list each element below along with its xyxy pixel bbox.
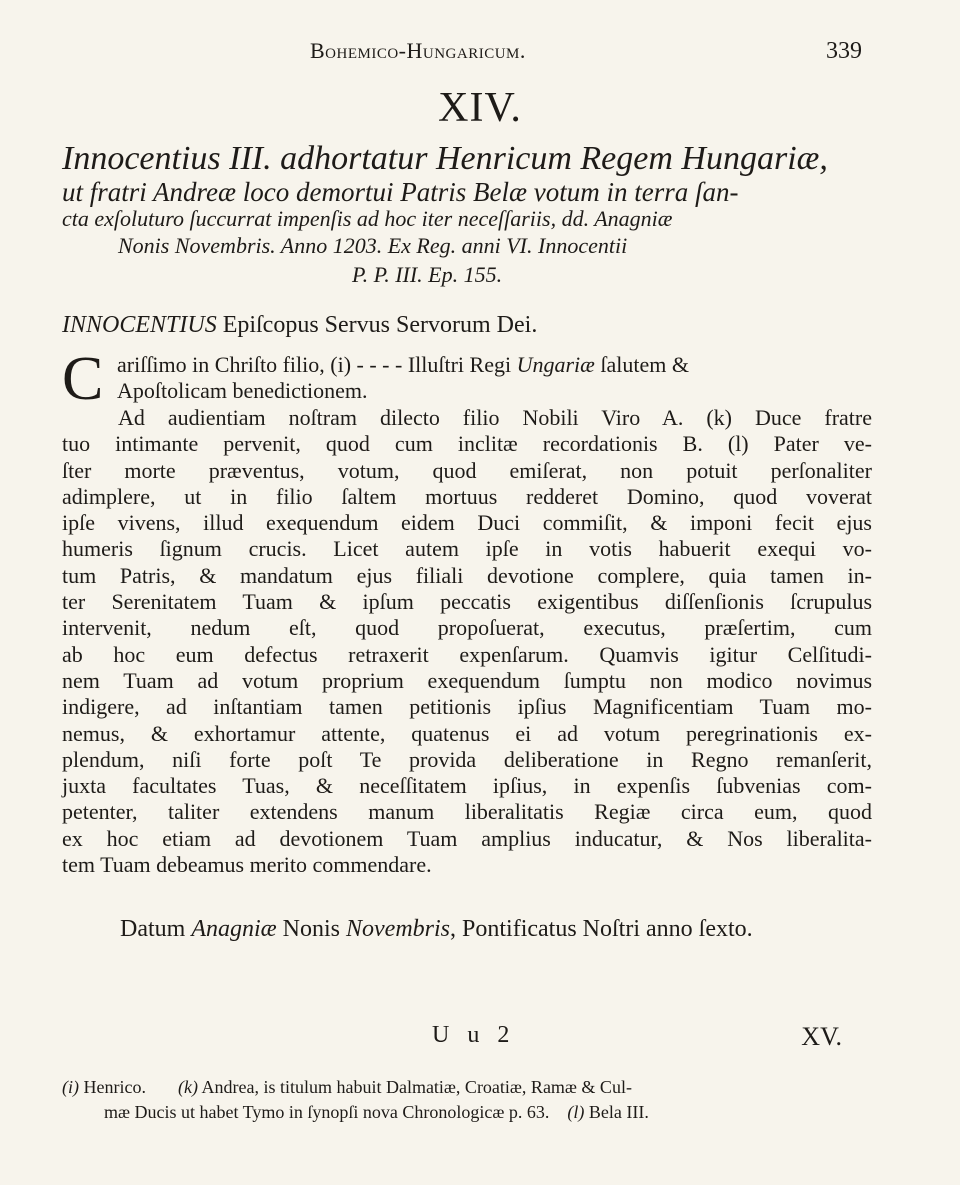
body-line: juxta facultates Tuas, & neceſſitatem ipſius, in expenſis ſubvenias com- xyxy=(62,773,872,799)
heading-line: Innocentius III. adhortatur Henricum Regem Hungariæ, xyxy=(62,140,828,177)
running-head xyxy=(0,38,960,68)
body-line: ter Serenitatem Tuam & ipſum peccatis exigentibus diſſenſionis ſcrupulus xyxy=(62,589,872,615)
footnote-line xyxy=(62,1075,882,1100)
footnote-key-i: (i) xyxy=(62,1077,79,1097)
address-block xyxy=(62,345,882,413)
datum-text: Nonis xyxy=(276,916,347,942)
footnote-key-k: (k) xyxy=(177,1077,198,1097)
datum-month: Novembris xyxy=(346,916,451,942)
heading-line: cta exſoluturo ſuccurrat impenſis ad hoc iter neceſſariis, dd. Anagniæ xyxy=(62,206,673,231)
body-line: ipſe vivens, illud exequendum eidem Duci commiſit, & imponi fecit ejus xyxy=(62,510,872,536)
body-line: Ad audientiam noſtram dilecto filio Nobili Viro A. (k) Duce fratre xyxy=(118,405,872,430)
body-line: ex hoc etiam ad devotionem Tuam amplius inducatur, & Nos liberalita- xyxy=(62,825,872,851)
address-text: ſalutem & xyxy=(594,352,689,377)
running-title: Bohemico-Hungaricum. xyxy=(310,38,526,63)
footnote-k-cont: mæ Ducis ut habet Tymo in ſynopſi nova Chronologicæ p. 63. xyxy=(104,1102,550,1122)
address-line xyxy=(62,352,882,378)
footnote-i: Henrico. xyxy=(79,1077,146,1097)
heading-line: Nonis Novembris. Anno 1203. Ex Reg. anni VI. Innocentii xyxy=(118,233,628,258)
catchword: XV. xyxy=(801,1022,842,1051)
body-line: petenter, taliter extendens manum liberalitatis Regiæ circa eum, quod xyxy=(62,799,872,825)
body-line: ab hoc eum defectus retraxerit expenſarum. Quamvis igitur Celſitudi- xyxy=(62,641,872,667)
body-line: adimplere, ut in filio ſaltem mortuus redderet Domino, quod voverat xyxy=(62,483,872,509)
footnote-l: Bela III. xyxy=(584,1102,649,1122)
drop-cap: C xyxy=(62,345,104,413)
document-number: XIV. xyxy=(438,85,522,131)
body-line: tem Tuam debeamus merito commendare. xyxy=(62,852,432,878)
address-text: ariſſimo in Chriſto filio, (i) - - - - Illuſtri Regi xyxy=(117,352,517,377)
heading-line: P. P. III. Ep. 155. xyxy=(352,262,503,287)
salutation-author: INNOCENTIUS xyxy=(62,312,217,338)
letter-body xyxy=(62,405,872,878)
body-line: humeris ſignum crucis. Licet autem ipſe in votis habuerit exequi vo- xyxy=(62,536,872,562)
body-line: nemus, & exhortamur attente, quatenus ei ad votum peregrinationis ex- xyxy=(62,720,872,746)
heading-line: ut fratri Andreæ loco demortui Patris Belæ votum in terra ſan- xyxy=(62,177,739,207)
body-line: intervenit, nedum eſt, quod propoſuerat, executus, præſertim, cum xyxy=(62,615,872,641)
salutation xyxy=(62,312,537,339)
datum-text: Datum xyxy=(120,916,192,942)
footnotes xyxy=(62,1075,882,1125)
page-number: 339 xyxy=(826,38,862,64)
address-line: Apoſtolicam benedictionem. xyxy=(117,378,368,403)
dating-clause xyxy=(120,916,753,943)
footnote-k: Andrea, is titulum habuit Dalmatiæ, Croatiæ, Ramæ & Cul- xyxy=(197,1077,632,1097)
body-line: ſter morte præventus, votum, quod emiſerat, non potuit perſonaliter xyxy=(62,457,872,483)
datum-place: Anagniæ xyxy=(191,916,277,942)
footnote-key-l: (l) xyxy=(567,1102,585,1122)
datum-text: , Pontificatus Noſtri anno ſexto. xyxy=(450,916,753,942)
body-line: tum Patris, & mandatum ejus filiali devotione complere, quia tamen in- xyxy=(62,562,872,588)
body-line: tuo intimante pervenit, quod cum inclitæ recordationis B. (l) Pater ve- xyxy=(62,431,872,457)
signature-mark: U u 2 xyxy=(432,1022,516,1048)
address-ungariae: Ungariæ xyxy=(516,352,595,377)
body-line: indigere, ad inſtantiam tamen petitionis ipſius Magnificentiam Tuam mo- xyxy=(62,694,872,720)
footnote-line xyxy=(62,1100,882,1125)
salutation-rest: Epiſcopus Servus Servorum Dei. xyxy=(216,312,538,338)
body-line: nem Tuam ad votum proprium exequendum ſumptu non modico novimus xyxy=(62,667,872,693)
body-line: plendum, niſi forte poſt Te provida deliberatione in Regno remanſerit, xyxy=(62,746,872,772)
document-heading xyxy=(62,140,882,290)
